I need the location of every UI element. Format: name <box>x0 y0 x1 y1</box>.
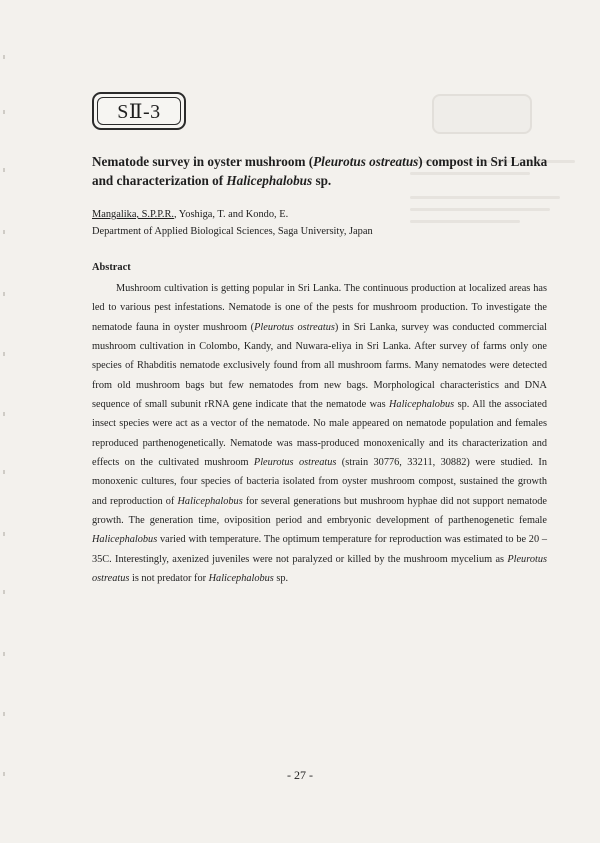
title-text: Nematode survey in oyster mushroom ( <box>92 154 314 169</box>
presenting-author: Mangalika, S.P.P.R. <box>92 209 174 220</box>
abstract-text: sp. All the associated insect species were act as a vector of the nematode. No male appeared on nematode population and females reproduced parthenogenetically. Nematode was mass-produced monoxenically and its characterization and effects on the cultivated mushroom <box>92 399 547 469</box>
abstract-heading: Abstract <box>92 262 131 273</box>
author-list <box>92 208 288 222</box>
title-italic-species: Pleurotus ostreatus <box>313 154 419 169</box>
abstract-italic: Halicephalobus <box>208 573 274 585</box>
abstract-text: Mushroom cultivation is getting popular in Sri Lanka. The continuous production at localized areas has led to various pest infestations. Nematode is one of the pests for mushroom production. To investigate the nematode fauna in oyster mushroom ( <box>92 283 547 333</box>
session-code: SⅡ-3 <box>97 97 181 125</box>
page-edge-marks <box>3 0 6 843</box>
title-italic-genus: Halicephalobus <box>226 173 313 188</box>
abstract-text: for several generations but mushroom hyphae did not support nematode growth. The generation time, oviposition period and embryonic development of parthenogenetic female <box>92 495 547 527</box>
abstract-text: ) in Sri Lanka, survey was conducted commercial mushroom cultivation in Colombo, Kandy, and Nuwara-eliya in Sri Lanka. After survey of farms only one species of Rhabditis nematode exclusively found from all mushroom farms. Many nematodes were detected from old mushroom bags but few nematodes from new bags. Morphological characteristics and DNA sequence of small subunit rRNA gene indicate that the nematode was <box>92 321 547 411</box>
session-label-box <box>92 92 186 130</box>
abstract-text: sp. <box>273 573 289 585</box>
co-authors: , Yoshiga, T. and Kondo, E. <box>173 209 289 220</box>
abstract-text: varied with temperature. The optimum temperature for reproduction was estimated to be 20 – 35C. Interestingly, axenized juveniles were not paralyzed or killed by the mushroom mycelium as <box>92 534 547 565</box>
affiliation: Department of Applied Biological Sciences, Saga University, Japan <box>92 226 373 237</box>
abstract-italic: Pleurotus ostreatus <box>253 457 337 469</box>
abstract-italic: Pleurotus ostreatus <box>254 321 335 333</box>
abstract-italic: Pleurotus ostreatus <box>92 553 547 585</box>
abstract-italic: Halicephalobus <box>92 534 158 546</box>
abstract-body <box>92 279 547 589</box>
title-text: sp. <box>312 173 332 188</box>
paper-title <box>92 152 552 190</box>
abstract-italic: Halicephalobus <box>177 495 243 507</box>
title-text: ) compost in Sri Lanka and characterization of <box>92 154 548 188</box>
abstract-text: is not predator for <box>129 573 209 585</box>
bleed-through-box <box>432 94 532 134</box>
abstract-italic: Halicephalobus <box>388 399 455 411</box>
page-number: - 27 - <box>287 768 313 782</box>
abstract-text: (strain 30776, 33211, 30882) were studied. In monoxenic cultures, four species of bacteria isolated from oyster mushroom compost, sustained the growth and reproduction of <box>92 457 547 507</box>
